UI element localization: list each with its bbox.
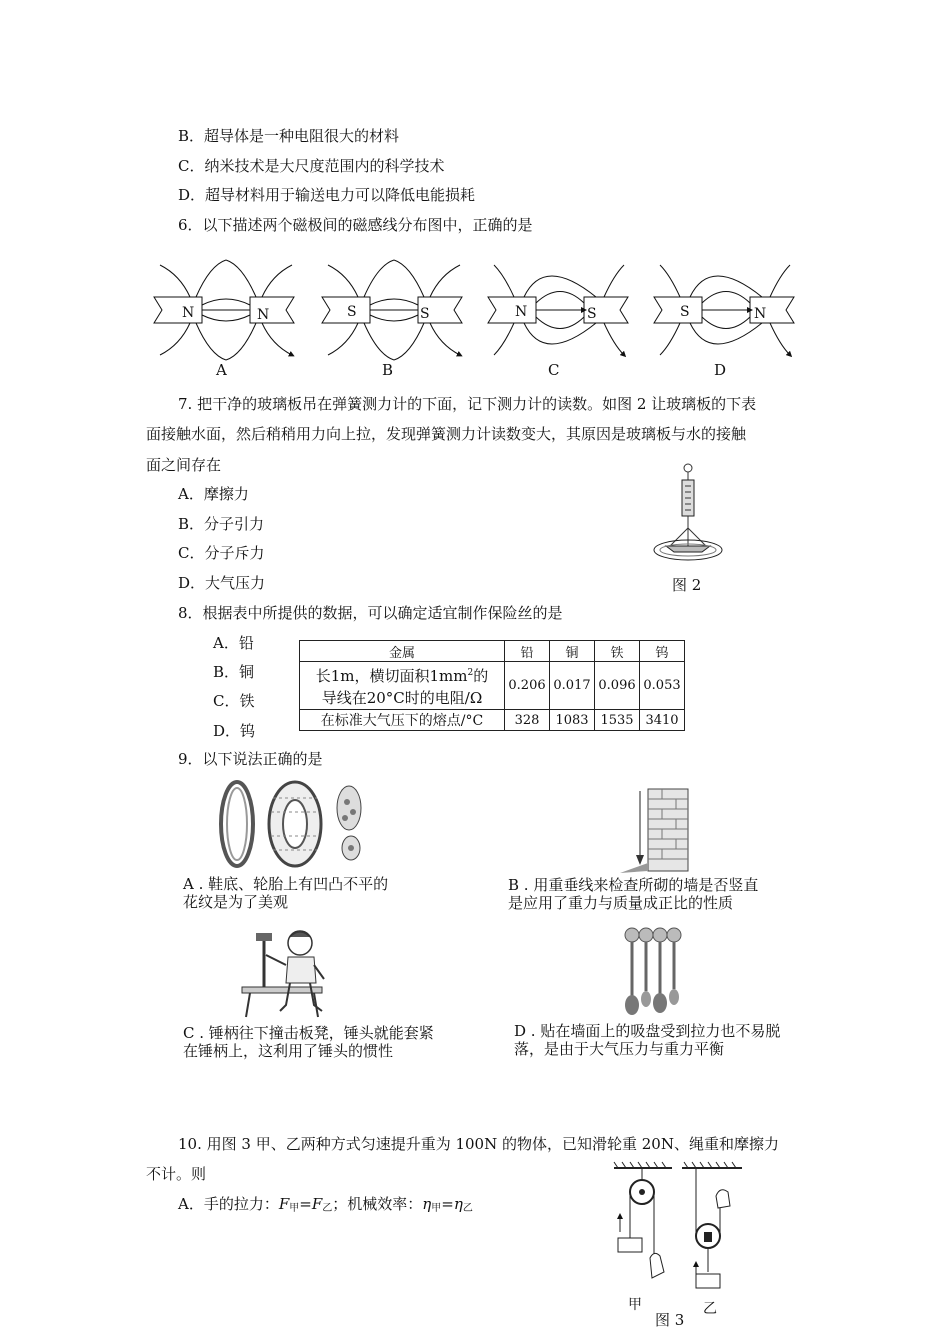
table-cell: 3410 xyxy=(640,710,685,731)
q9-caption-a-line-1: A . 鞋底、轮胎上有凹凸不平的 xyxy=(183,875,389,893)
magnet-diagram-c xyxy=(488,265,628,355)
q9-caption-b-line-1: B . 用重垂线来检查所砌的墙是否竖直 xyxy=(508,876,759,894)
q7-line-1: 7. 把干净的玻璃板吊在弹簧测力计的下面，记下测力计的读数。如图 2 让玻璃板的下表 xyxy=(178,395,757,413)
magnet-a-right-pole: N xyxy=(257,307,270,323)
plumb-line-wall-image xyxy=(620,785,700,875)
table-cell: 0.206 xyxy=(505,662,550,710)
magnet-a-label: A xyxy=(216,361,227,379)
metal-data-table xyxy=(299,640,685,731)
q9-caption-b-line-2: 是应用了重力与质量成正比的性质 xyxy=(508,894,734,912)
q10-option-a xyxy=(178,1194,473,1219)
magnet-d-left-pole: S xyxy=(680,304,690,320)
subscript: 甲 xyxy=(289,1203,300,1214)
magnet-diagram-b xyxy=(322,260,462,360)
subscript: 乙 xyxy=(462,1203,473,1214)
suction-cup-hooks-image xyxy=(620,925,690,1017)
magnet-d-right-pole: N xyxy=(754,306,767,322)
q10-line-1: 10. 用图 3 甲、乙两种方式匀速提升重为 100N 的物体，已知滑轮重 20N、绳重和摩擦力 xyxy=(178,1135,779,1153)
table-header-cell: 铁 xyxy=(595,641,640,662)
table-row-label: 在标准大气压下的熔点/°C xyxy=(300,710,505,731)
q10-line-2: 不计。则 xyxy=(146,1165,207,1183)
q9-stem: 9．以下说法正确的是 xyxy=(178,750,323,768)
q10-option-a-text: ；机械效率： xyxy=(332,1195,423,1213)
efficiency-symbol: η xyxy=(453,1195,463,1213)
q7-option-d: D．大气压力 xyxy=(178,574,266,592)
q9-caption-d-line-2: 落，是由于大气压力与重力平衡 xyxy=(514,1040,725,1058)
pulley-label-jia: 甲 xyxy=(628,1297,642,1313)
efficiency-symbol: η xyxy=(422,1195,432,1213)
table-row-label xyxy=(300,662,505,710)
table-cell: 0.053 xyxy=(640,662,685,710)
magnet-c-right-pole: S xyxy=(587,306,597,322)
q8-option-c: C．铁 xyxy=(213,692,255,710)
tire-and-shoe-sole-image xyxy=(215,778,375,870)
resistance-label-part: 长1m，横切面积1mm xyxy=(315,667,468,685)
table-cell: 0.017 xyxy=(550,662,595,710)
q7-option-b: B．分子引力 xyxy=(178,515,265,533)
q5-option-b: B．超导体是一种电阻很大的材料 xyxy=(178,127,400,145)
q5-option-c: C．纳米技术是大尺度范围内的科学技术 xyxy=(178,157,445,175)
magnet-b-label: B xyxy=(382,361,394,379)
magnet-c-left-pole: N xyxy=(515,304,528,320)
q8-option-d: D．钨 xyxy=(213,722,256,740)
figure-2-caption: 图 2 xyxy=(672,576,702,594)
q8-option-a: A．铅 xyxy=(213,634,254,652)
magnet-diagram-a xyxy=(154,260,294,360)
pulley-systems-figure xyxy=(610,1160,745,1300)
table-header-cell: 铜 xyxy=(550,641,595,662)
q7-option-c: C．分子斥力 xyxy=(178,544,265,562)
q10-option-a-text: A．手的拉力： xyxy=(178,1195,279,1213)
q5-option-d: D．超导材料用于输送电力可以降低电能损耗 xyxy=(178,186,476,204)
resistance-label-part: 导线在20°C时的电阻/Ω xyxy=(321,689,483,707)
q9-caption-a-line-2: 花纹是为了美观 xyxy=(183,893,289,911)
magnet-diagram-d xyxy=(654,265,794,355)
force-symbol: F xyxy=(278,1195,290,1213)
table-header-cell: 钨 xyxy=(640,641,685,662)
figure-3-caption: 图 3 xyxy=(655,1311,685,1329)
q8-option-b: B．铜 xyxy=(213,663,255,681)
table-header-cell: 铅 xyxy=(505,641,550,662)
q9-caption-c-line-1: C . 锤柄往下撞击板凳，锤头就能套紧 xyxy=(183,1024,434,1042)
equals-sign: = xyxy=(441,1195,454,1213)
table-cell: 0.096 xyxy=(595,662,640,710)
subscript: 乙 xyxy=(322,1203,333,1214)
q7-option-a: A．摩擦力 xyxy=(178,485,249,503)
q6-magnet-diagrams xyxy=(150,255,800,380)
table-row xyxy=(300,710,685,731)
subscript: 甲 xyxy=(431,1203,442,1214)
q8-stem: 8．根据表中所提供的数据，可以确定适宜制作保险丝的是 xyxy=(178,604,563,622)
q9-caption-d-line-1: D . 贴在墙面上的吸盘受到拉力也不易脱 xyxy=(514,1022,781,1040)
pulley-label-yi: 乙 xyxy=(703,1301,717,1317)
superscript-2: 2 xyxy=(467,668,474,678)
q6-stem: 6．以下描述两个磁极间的磁感线分布图中，正确的是 xyxy=(178,216,533,234)
table-row xyxy=(300,662,685,710)
q7-line-3: 面之间存在 xyxy=(146,456,222,474)
hammer-bench-person-image xyxy=(240,925,340,1020)
table-header-row xyxy=(300,641,685,662)
resistance-label-part: 的 xyxy=(473,667,489,685)
magnet-b-right-pole: S xyxy=(420,306,430,322)
spring-scale-figure xyxy=(652,462,732,570)
table-cell: 1535 xyxy=(595,710,640,731)
magnet-b-left-pole: S xyxy=(347,304,357,320)
magnet-a-left-pole: N xyxy=(182,305,195,321)
magnet-d-label: D xyxy=(714,361,727,379)
q7-line-2: 面接触水面，然后稍稍用力向上拉，发现弹簧测力计读数变大，其原因是玻璃板与水的接触 xyxy=(146,425,747,443)
table-cell: 328 xyxy=(505,710,550,731)
force-symbol: F xyxy=(311,1195,323,1213)
equals-sign: = xyxy=(299,1195,312,1213)
table-header-cell: 金属 xyxy=(300,641,505,662)
q9-caption-c-line-2: 在锤柄上，这利用了锤头的惯性 xyxy=(183,1042,394,1060)
magnet-c-label: C xyxy=(548,361,560,379)
table-cell: 1083 xyxy=(550,710,595,731)
